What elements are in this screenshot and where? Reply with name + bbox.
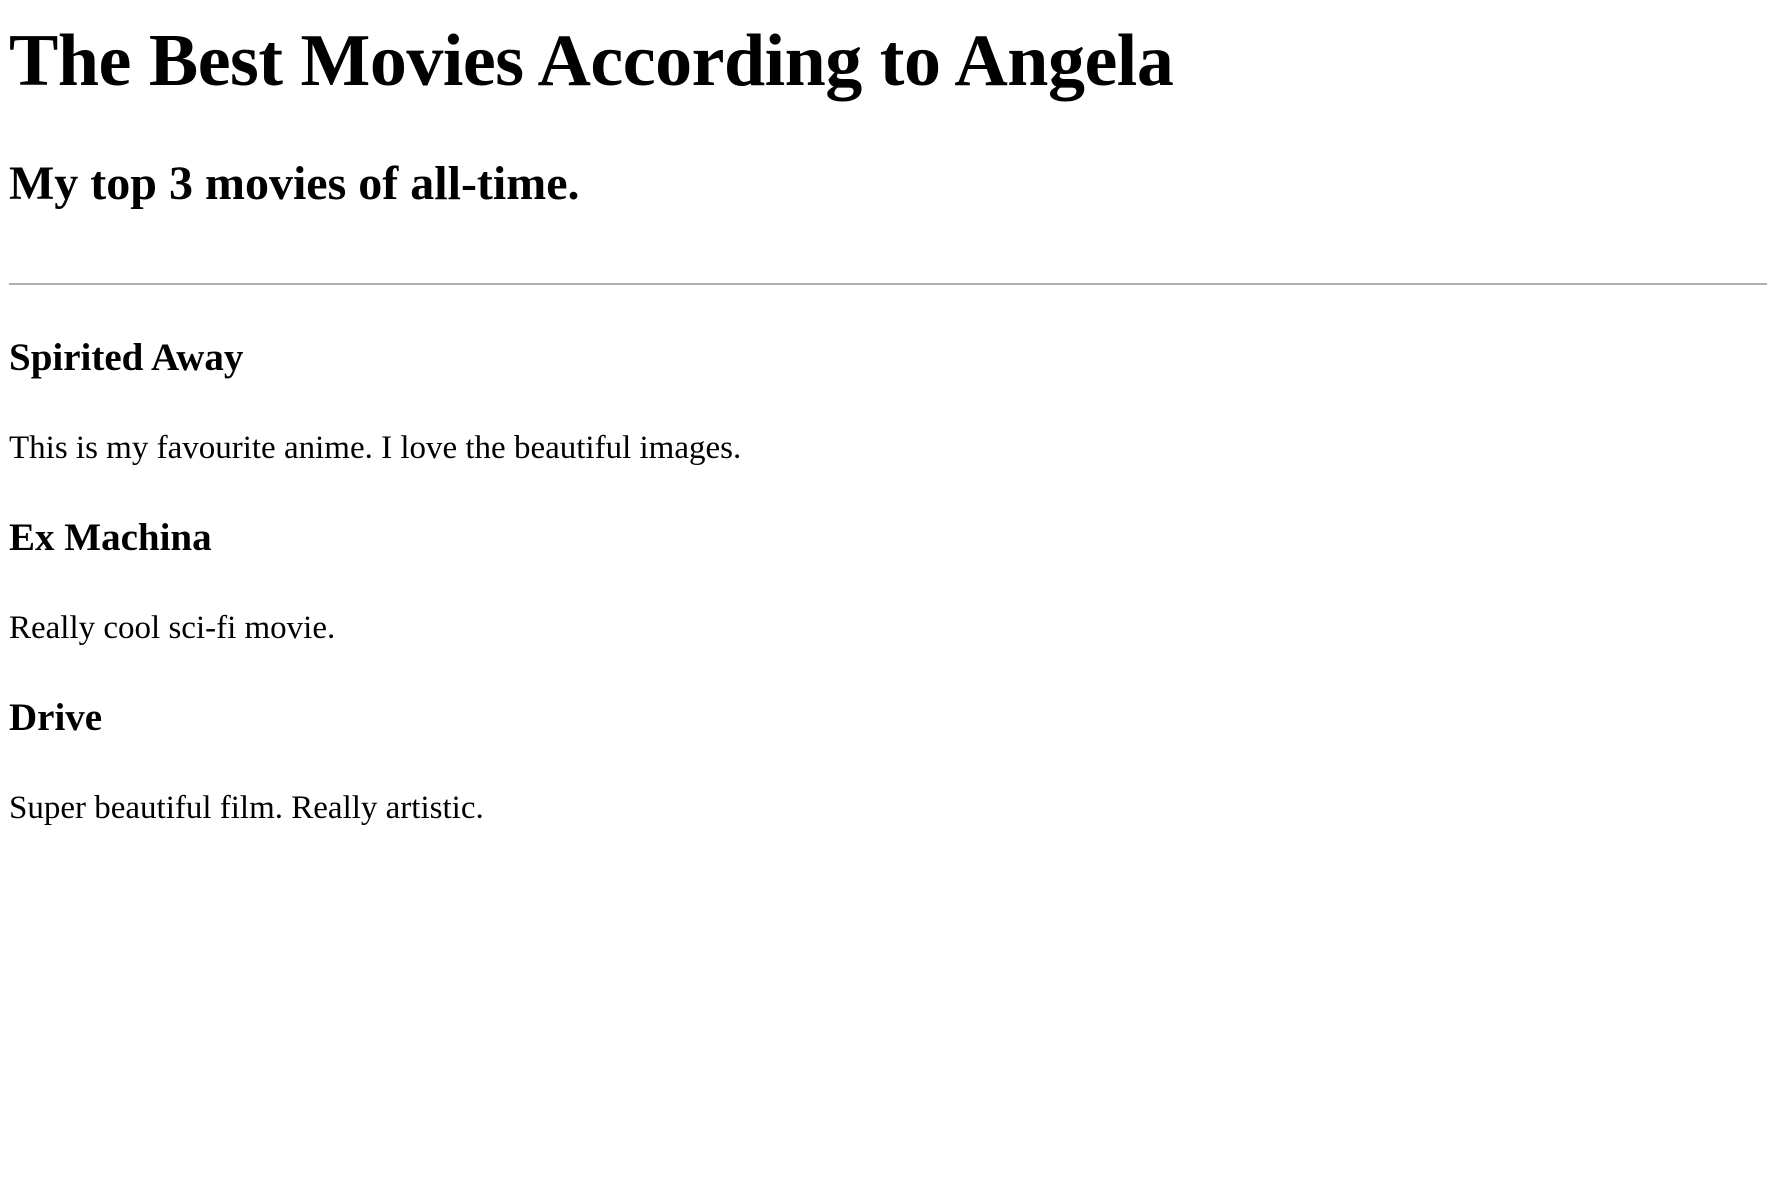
movie-entry	[9, 698, 1767, 825]
movie-title: Drive	[9, 696, 103, 739]
movie-entry	[9, 338, 1767, 465]
movie-description: This is my favourite anime. I love the beautiful images.	[9, 430, 742, 466]
horizontal-divider	[9, 283, 1767, 285]
page-subtitle: My top 3 movies of all-time.	[9, 157, 580, 210]
document-body	[0, 20, 1776, 826]
page-title: The Best Movies According to Angela	[9, 20, 1174, 102]
movie-entry	[9, 518, 1767, 645]
movie-description: Really cool sci-fi movie.	[9, 610, 336, 646]
movie-title: Ex Machina	[9, 516, 212, 559]
movie-description: Super beautiful film. Really artistic.	[9, 790, 484, 826]
movie-title: Spirited Away	[9, 336, 244, 379]
